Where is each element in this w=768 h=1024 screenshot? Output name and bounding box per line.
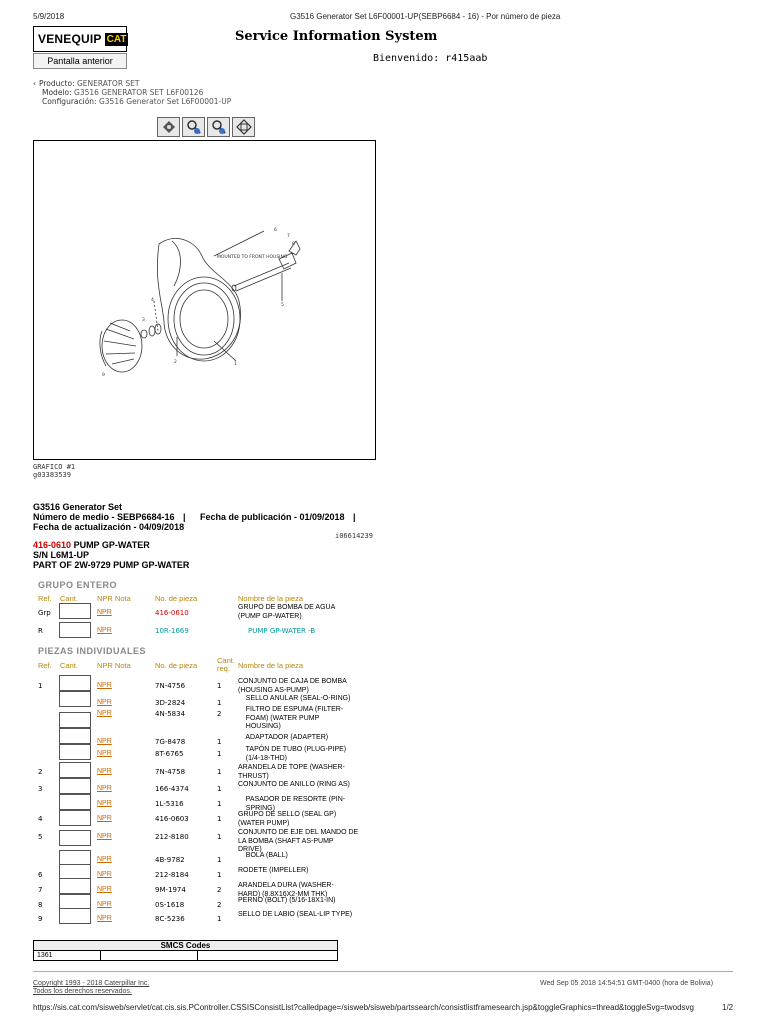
npr-link[interactable]: NPR [97,768,112,775]
exploded-diagram [34,141,375,459]
part-ref: 5 [38,833,43,841]
group-part-number[interactable]: 416-0610 [155,609,189,617]
part-number: 166-4374 [155,785,189,793]
graphic-toolbar [157,117,255,137]
required-quantity: 1 [217,785,222,793]
quantity-input[interactable] [59,908,91,924]
part-name: CONJUNTO DE CAJA DE BOMBA (HOUSING AS-PUMP) [238,678,347,694]
quantity-input[interactable] [59,762,91,778]
part-name: ARANDELA DE TOPE (WASHER- THRUST) [238,764,345,780]
part-name: PUMP GP-WATER [73,540,150,550]
group-ref: R [38,627,43,635]
separator: | [183,512,186,522]
chevron-left-icon[interactable]: ‹ [33,79,36,88]
part-name: SELLO DE LABIO (SEAL-LIP TYPE) [238,911,353,918]
section-title-parts: PIEZAS INDIVIDUALES [38,646,147,656]
required-quantity: 1 [217,699,222,707]
print-date: 5/9/2018 [33,12,65,21]
breadcrumb-config: Configuración: G3516 Generator Set L6F00001-UP [42,97,232,106]
npr-link[interactable]: NPR [97,871,112,878]
part-number: 212-8184 [155,871,189,879]
npr-link[interactable]: NPR [97,699,112,706]
quantity-input[interactable] [59,810,91,826]
fit-icon[interactable] [232,117,255,137]
part-number: 0S-1618 [155,901,185,909]
col-nombre: Nombre de la pieza [238,661,304,670]
back-button[interactable]: Pantalla anterior [33,53,127,69]
col-cant: Cant. [60,594,78,603]
logo-brand: VENEQUIP [38,32,102,46]
publication-date: Fecha de publicación - 01/09/2018 [200,512,345,522]
part-name: RODETE (IMPELLER) [238,867,309,874]
group-part-number[interactable]: 10R-1669 [155,627,189,635]
quantity-input[interactable] [59,778,91,794]
part-number: 7N-4758 [155,768,186,776]
part-number: 4N-5834 [155,710,186,718]
timestamp: Wed Sep 05 2018 14:54:51 GMT-0400 (hora de Bolivia) [540,980,714,987]
breadcrumb [33,79,231,106]
required-quantity: 1 [217,768,222,776]
part-number: 8C-5236 [155,915,185,923]
quantity-input[interactable] [59,691,91,707]
callout-4: 4 [151,298,154,303]
npr-link[interactable]: NPR [97,609,112,616]
callout-9: 9 [102,373,105,378]
callout-7: 7 [287,234,290,239]
part-ref: 9 [38,915,43,923]
part-name: ARANDELA DURA (WASHER- HARD) (8.8X16X2-MM THK) [238,882,334,898]
part-number: 3D-2824 [155,699,186,707]
part-number: 9M-1974 [155,886,186,894]
part-of: PART OF 2W-9729 PUMP GP-WATER [33,560,190,570]
part-name: TAPÓN DE TUBO (PLUG-PIPE) (1/4-18-THD) [245,746,347,762]
quantity-input[interactable] [59,794,91,810]
zoom-out-icon[interactable] [207,117,230,137]
smcs-table [33,940,338,961]
part-number: 7G-8478 [155,738,186,746]
graphic-id: g03383539 [33,471,71,479]
required-quantity: 1 [217,815,222,823]
col-pieza: No. de pieza [155,661,198,670]
group-ref: Grp [38,609,51,617]
callout-5: 5 [281,303,284,308]
col-npr: NPR Nota [97,661,131,670]
callout-3: 3 [142,318,145,323]
part-number: 416-0603 [155,815,189,823]
part-name: FILTRO DE ESPUMA (FILTER- FOAM) (WATER PUMP HOUSING) [245,706,344,730]
npr-link[interactable]: NPR [97,627,112,634]
callout-1: 1 [234,362,237,367]
required-quantity: 2 [217,710,222,718]
part-ref: 6 [38,871,43,879]
part-name: BOLA (BALL) [238,852,288,859]
group-part-name[interactable]: PUMP GP-WATER -B [248,627,316,635]
part-number: 4B-9782 [155,856,185,864]
serial-range: S/N L6M1-UP [33,550,90,560]
npr-link[interactable]: NPR [97,710,112,717]
part-ref: 4 [38,815,43,823]
part-ref: 1 [38,682,43,690]
group-part-name: GRUPO DE BOMBA DE AGUA (PUMP GP-WATER) [238,604,336,620]
part-ref: 2 [38,768,43,776]
required-quantity: 1 [217,800,222,808]
reference-id: i06614239 [335,532,373,540]
breadcrumb-producto: ‹ Producto: GENERATOR SET [33,79,140,88]
cat-logo-mark: CAT [106,33,127,45]
copyright-link[interactable]: Copyright 1993 - 2018 Caterpillar Inc. [33,980,150,987]
callout-8: 8 [292,242,295,247]
update-date: Fecha de actualización - 04/09/2018 [33,522,185,532]
smcs-empty [198,951,338,961]
required-quantity: 1 [217,750,222,758]
part-number[interactable]: 416-0610 [33,540,72,550]
part-name: GRUPO DE SELLO (SEAL GP) (WATER PUMP) [238,811,337,827]
callout-text: MOUNTED TO FRONT HOUSING [217,255,288,260]
media-number: Número de medio - SEBP6684-16 [33,512,175,522]
quantity-input[interactable] [59,712,91,728]
part-name: ADAPTADOR (ADAPTER) [238,734,329,741]
quantity-input[interactable] [59,728,91,744]
section-title-group: GRUPO ENTERO [38,580,118,590]
home-icon[interactable] [157,117,180,137]
quantity-input[interactable] [59,830,91,846]
part-name: SELLO ANULAR (SEAL-O-RING) [238,695,351,702]
required-quantity: 1 [217,682,222,690]
welcome-text: Bienvenido: r415aab [373,53,488,64]
col-req: Cant. req. [217,656,235,673]
breadcrumb-modelo: Modelo: G3516 GENERATOR SET L6F00126 [42,88,204,97]
npr-link[interactable]: NPR [97,856,112,863]
required-quantity: 2 [217,901,222,909]
required-quantity: 2 [217,886,222,894]
part-number: 212-8180 [155,833,189,841]
quantity-input[interactable] [59,622,91,638]
required-quantity: 1 [217,871,222,879]
page-number: 1/2 [722,1003,734,1012]
npr-link[interactable]: NPR [97,682,112,689]
npr-link[interactable]: NPR [97,815,112,822]
quantity-input[interactable] [59,744,91,760]
col-cant: Cant. [60,661,78,670]
venequip-logo [33,26,127,52]
npr-link[interactable]: NPR [97,915,112,922]
col-ref: Ref. [38,594,52,603]
part-number: 8T-6765 [155,750,184,758]
smcs-empty [101,951,198,961]
graphic-label: GRAFICO #1 [33,463,76,471]
required-quantity: 1 [217,738,222,746]
col-ref: Ref. [38,661,52,670]
required-quantity: 1 [217,915,222,923]
model-title: G3516 Generator Set [33,502,123,512]
app-title: Service Information System [235,29,438,44]
npr-link[interactable]: NPR [97,886,112,893]
npr-link[interactable]: NPR [97,738,112,745]
part-number: 7N-4756 [155,682,186,690]
zoom-in-icon[interactable] [182,117,205,137]
callout-2: 2 [174,360,177,365]
part-ref: 8 [38,901,43,909]
part-name: CONJUNTO DE EJE DEL MANDO DE LA BOMBA (SHAFT AS-PUMP DRIVE) [238,829,359,853]
part-header [33,540,150,550]
page-title: G3516 Generator Set L6F00001-UP(SEBP6684 - 16) - Por número de pieza [290,12,561,21]
quantity-input[interactable] [59,675,91,691]
col-npr: NPR Nota [97,594,131,603]
smcs-title: SMCS Codes [34,941,338,951]
required-quantity: 1 [217,856,222,864]
footer-divider [33,971,733,972]
part-ref: 7 [38,886,43,894]
npr-link[interactable]: NPR [97,901,112,908]
col-pieza: No. de pieza [155,594,198,603]
page-url: https://sis.cat.com/sisweb/servlet/cat.cis.sis.PController.CSSISConsistList?calledpage=/sisweb/sisweb/partssearch/consistlistframesearch.jsp&toggleGraphics=thread&toggleSvg=twodsvg [33,1003,694,1012]
parts-graphic[interactable] [33,140,376,460]
quantity-input[interactable] [59,603,91,619]
part-name: CONJUNTO DE ANILLO (RING AS) [238,781,350,788]
part-name: PASADOR DE RESORTE (PIN- SPRING) [245,796,346,812]
part-ref: 3 [38,785,43,793]
smcs-code: 1361 [34,951,101,961]
npr-link[interactable]: NPR [97,800,112,807]
npr-link[interactable]: NPR [97,833,112,840]
separator: | [353,512,356,522]
callout-6: 6 [274,228,277,233]
rights-link[interactable]: Todos los derechos reservados. [33,988,132,995]
col-nombre: Nombre de la pieza [238,594,304,603]
part-number: 1L-5316 [155,800,184,808]
npr-link[interactable]: NPR [97,785,112,792]
quantity-input[interactable] [59,878,91,894]
part-name: PERNO (BOLT) (5/16-18X1-IN) [238,897,336,904]
npr-link[interactable]: NPR [97,750,112,757]
required-quantity: 1 [217,833,222,841]
